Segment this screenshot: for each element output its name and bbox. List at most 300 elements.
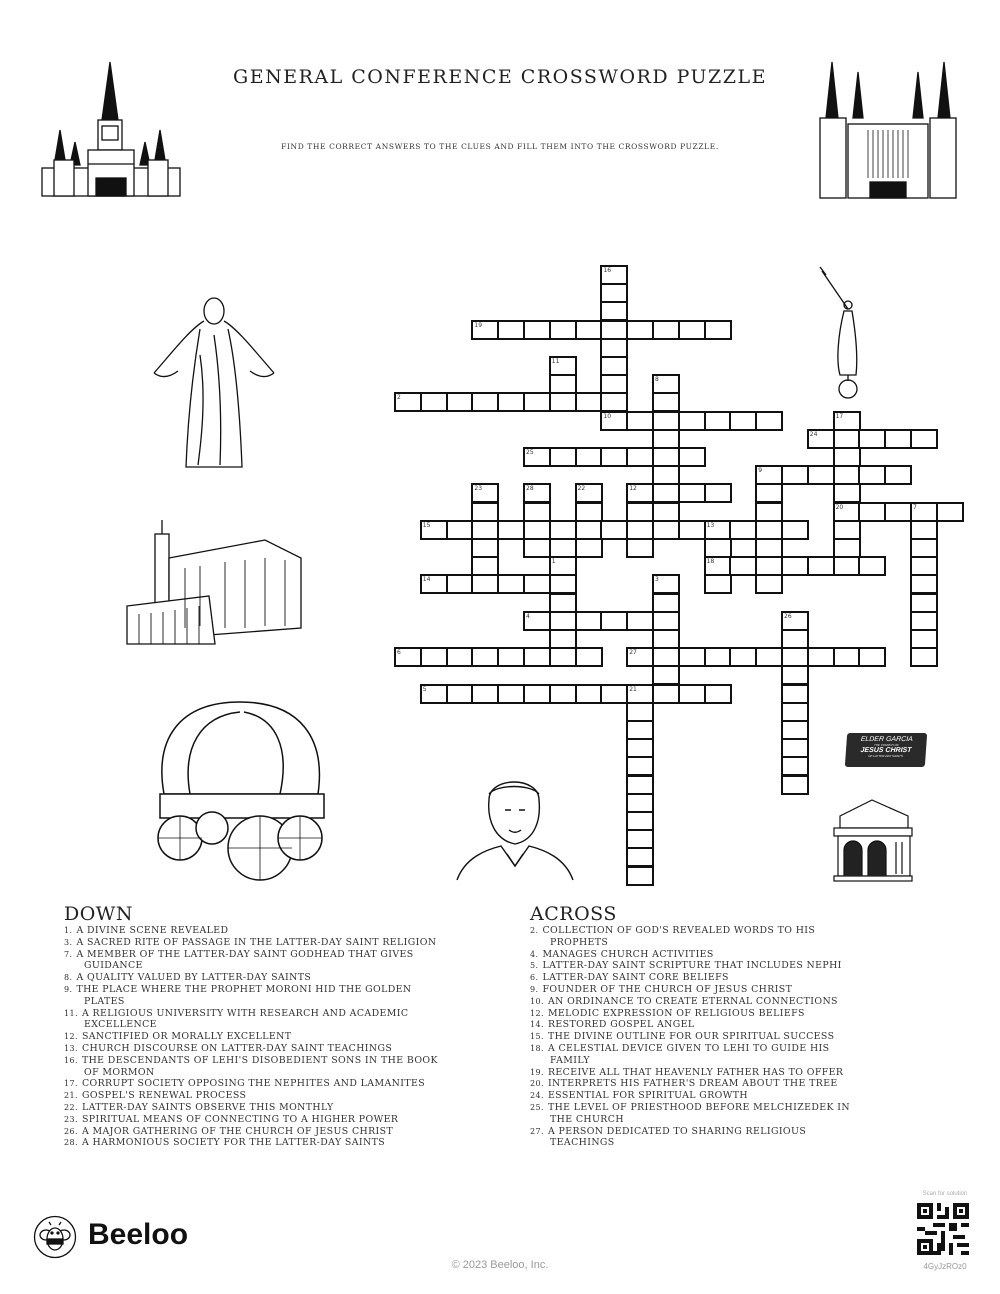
crossword-cell[interactable] xyxy=(781,647,809,667)
across-clue xyxy=(530,949,860,961)
clue-number-label: 13 xyxy=(706,521,715,529)
crossword-cell[interactable] xyxy=(626,611,654,631)
badge-name: ELDER GARCIA xyxy=(860,736,914,743)
crossword-cell[interactable] xyxy=(471,502,499,522)
clue-number-label: 26 xyxy=(784,612,792,620)
clue-number-label: 21 xyxy=(629,685,637,693)
crossword-cell[interactable] xyxy=(755,483,783,503)
clue-number: 5. xyxy=(530,961,539,971)
crossword-cell[interactable] xyxy=(549,647,577,667)
crossword-cell[interactable] xyxy=(652,502,680,522)
clue-number-label: 8 xyxy=(655,376,659,384)
crossword-cell[interactable] xyxy=(781,556,809,576)
clue-text: SANCTIFIED OR MORALLY EXCELLENT xyxy=(81,1031,292,1043)
crossword-cell[interactable] xyxy=(858,465,886,485)
clue-number: 4. xyxy=(530,949,539,959)
clue-text: THE DESCENDANTS OF LEHI'S DISOBEDIENT SONS IN THE BOOK OF MORMON xyxy=(81,1054,438,1078)
clue-text: A QUALITY VALUED BY LATTER-DAY SAINTS xyxy=(76,972,312,984)
across-clue xyxy=(530,960,860,972)
crossword-cell[interactable] xyxy=(729,647,757,667)
down-clue xyxy=(64,1078,444,1090)
crossword-cell[interactable] xyxy=(446,684,474,704)
crossword-cell[interactable] xyxy=(549,320,577,340)
clue-number-label: 3 xyxy=(655,576,659,584)
temple-left-illustration xyxy=(40,60,182,200)
crossword-cell[interactable] xyxy=(833,556,861,576)
crossword-cell[interactable] xyxy=(652,411,680,431)
crossword-cell[interactable] xyxy=(781,465,809,485)
crossword-cell[interactable] xyxy=(626,702,654,722)
across-clue-list xyxy=(530,925,860,1149)
crossword-cell[interactable] xyxy=(755,574,783,594)
crossword-cell[interactable] xyxy=(471,574,499,594)
clue-text: RESTORED GOSPEL ANGEL xyxy=(547,1019,695,1031)
crossword-cell[interactable] xyxy=(652,647,680,667)
clue-number: 15. xyxy=(530,1032,544,1042)
clue-number: 14. xyxy=(530,1020,544,1030)
crossword-cell[interactable] xyxy=(678,320,706,340)
clue-number-label: 18 xyxy=(706,558,715,566)
crossword-cell[interactable] xyxy=(549,611,577,631)
clue-text: A HARMONIOUS SOCIETY FOR THE LATTER-DAY SAINTS xyxy=(81,1137,386,1149)
badge-line3: OF LATTER-DAY SAINTS xyxy=(868,754,904,758)
crossword-cell[interactable] xyxy=(884,465,912,485)
clue-number: 28. xyxy=(64,1138,78,1148)
down-clues xyxy=(64,903,444,1149)
crossword-cell[interactable] xyxy=(652,447,680,467)
crossword-cell[interactable] xyxy=(704,574,732,594)
crossword-cell[interactable] xyxy=(755,520,783,540)
crossword-cell[interactable] xyxy=(549,684,577,704)
clue-number-label: 14 xyxy=(422,576,431,584)
crossword-cell[interactable] xyxy=(523,320,551,340)
crossword-cell[interactable] xyxy=(497,520,525,540)
clue-text: A DIVINE SCENE REVEALED xyxy=(76,925,229,936)
clue-number: 8. xyxy=(64,973,73,983)
crossword-cell[interactable] xyxy=(446,647,474,667)
crossword-cell[interactable] xyxy=(936,502,964,522)
down-clue xyxy=(64,925,444,937)
clue-text: FOUNDER OF THE CHURCH OF JESUS CHRIST xyxy=(542,983,793,995)
crossword-cell[interactable] xyxy=(523,684,551,704)
crossword-cell[interactable] xyxy=(833,538,861,558)
crossword-cell[interactable] xyxy=(652,593,680,613)
crossword-cell[interactable] xyxy=(471,556,499,576)
clue-number: 20. xyxy=(530,1079,544,1089)
crossword-cell[interactable] xyxy=(626,793,654,813)
crossword-cell[interactable] xyxy=(626,447,654,467)
clue-number-label: 23 xyxy=(474,485,483,493)
crossword-cell[interactable] xyxy=(600,611,628,631)
crossword-cell[interactable] xyxy=(626,811,654,831)
clue-text: CORRUPT SOCIETY OPPOSING THE NEPHITES AND LAMANITES xyxy=(81,1078,426,1090)
clue-number: 9. xyxy=(64,984,73,994)
crossword-cell[interactable] xyxy=(781,665,809,685)
clue-number: 2. xyxy=(530,926,539,935)
crossword-cell[interactable] xyxy=(626,866,654,886)
crossword-cell[interactable] xyxy=(704,483,732,503)
crossword-cell[interactable] xyxy=(497,647,525,667)
clue-text: ESSENTIAL FOR SPIRITUAL GROWTH xyxy=(547,1090,749,1102)
crossword-cell[interactable] xyxy=(807,647,835,667)
crossword-cell[interactable] xyxy=(755,411,783,431)
clue-number-label: 24 xyxy=(809,430,818,438)
down-clue-list xyxy=(64,925,444,1149)
clue-number: 21. xyxy=(64,1091,78,1101)
crossword-cell[interactable] xyxy=(471,392,499,412)
crossword-cell[interactable] xyxy=(575,320,603,340)
clue-text: LATTER-DAY SAINTS OBSERVE THIS MONTHLY xyxy=(81,1101,334,1113)
clue-number-label: 16 xyxy=(603,267,612,274)
crossword-cell[interactable] xyxy=(446,392,474,412)
clue-number-label: 25 xyxy=(526,449,534,456)
crossword-cell[interactable] xyxy=(652,465,680,485)
crossword-cell[interactable] xyxy=(471,520,499,540)
crossword-cell[interactable] xyxy=(833,647,861,667)
crossword-cell[interactable] xyxy=(704,647,732,667)
crossword-cell[interactable] xyxy=(704,320,732,340)
crossword-cell[interactable] xyxy=(781,720,809,740)
crossword-cell[interactable] xyxy=(884,502,912,522)
crossword-cell[interactable] xyxy=(575,611,603,631)
crossword-cell[interactable] xyxy=(549,392,577,412)
clue-number-label: 15 xyxy=(422,521,431,529)
clue-number-label: 9 xyxy=(758,467,763,475)
crossword-cell[interactable] xyxy=(858,502,886,522)
clue-number: 10. xyxy=(530,996,544,1006)
clue-number-label: 6 xyxy=(397,649,401,657)
crossword-cell[interactable] xyxy=(497,684,525,704)
across-clue xyxy=(530,1019,860,1031)
crossword-cell[interactable] xyxy=(704,411,732,431)
down-clue xyxy=(64,937,444,949)
crossword-cell[interactable] xyxy=(549,374,577,394)
beeloo-bee-logo-icon xyxy=(33,1215,77,1259)
qr-code-icon[interactable] xyxy=(917,1203,969,1255)
clue-number: 17. xyxy=(64,1079,78,1089)
across-clue xyxy=(530,1043,860,1067)
crossword-cell[interactable] xyxy=(446,574,474,594)
down-clue xyxy=(64,1126,444,1138)
crossword-cell[interactable] xyxy=(910,574,938,594)
crossword-cell[interactable] xyxy=(652,684,680,704)
crossword-cell[interactable] xyxy=(523,392,551,412)
clue-number-label: 4 xyxy=(526,612,530,620)
crossword-cell[interactable] xyxy=(600,356,628,376)
clue-number-label: 27 xyxy=(629,649,637,657)
crossword-cell[interactable] xyxy=(600,338,628,358)
crossword-cell[interactable] xyxy=(678,483,706,503)
crossword-cell[interactable] xyxy=(781,520,809,540)
joseph-smith-illustration xyxy=(455,770,575,882)
crossword-cell[interactable] xyxy=(626,756,654,776)
crossword-cell[interactable] xyxy=(471,538,499,558)
clue-number: 1. xyxy=(64,926,73,935)
clue-number: 11. xyxy=(64,1008,78,1018)
clue-number: 23. xyxy=(64,1114,78,1124)
crossword-cell[interactable] xyxy=(755,502,783,522)
crossword-cell[interactable] xyxy=(549,574,577,594)
scan-label: Scan for solution xyxy=(922,1191,968,1197)
down-clue xyxy=(64,1043,444,1055)
clue-text: A RELIGIOUS UNIVERSITY WITH RESEARCH AND ACADEMIC EXCELLENCE xyxy=(81,1007,409,1031)
across-clue xyxy=(530,972,860,984)
crossword-cell[interactable] xyxy=(833,429,861,449)
down-clue xyxy=(64,1114,444,1126)
clue-text: MANAGES CHURCH ACTIVITIES xyxy=(542,948,714,960)
page-title: GENERAL CONFERENCE CROSSWORD PUZZLE xyxy=(233,66,767,88)
clue-number: 19. xyxy=(530,1067,544,1077)
clue-text: THE LEVEL OF PRIESTHOOD BEFORE MELCHIZEDEK IN THE CHURCH xyxy=(547,1101,851,1125)
crossword-cell[interactable] xyxy=(755,556,783,576)
crossword-cell[interactable] xyxy=(755,647,783,667)
instructions: FIND THE CORRECT ANSWERS TO THE CLUES AND FILL THEM INTO THE CROSSWORD PUZZLE. xyxy=(281,142,719,151)
crossword-cell[interactable] xyxy=(523,502,551,522)
crossword-cell[interactable] xyxy=(678,520,706,540)
clue-text: AN ORDINANCE TO CREATE ETERNAL CONNECTIONS xyxy=(547,995,838,1007)
crossword-cell[interactable] xyxy=(575,502,603,522)
crossword-cell[interactable] xyxy=(626,775,654,795)
crossword-cell[interactable] xyxy=(497,574,525,594)
crossword-cell[interactable] xyxy=(549,447,577,467)
crossword-cell[interactable] xyxy=(755,538,783,558)
crossword-cell[interactable] xyxy=(910,593,938,613)
across-clue xyxy=(530,1008,860,1020)
crossword-cell[interactable] xyxy=(497,320,525,340)
clue-number-label: 20 xyxy=(835,503,844,511)
crossword-cell[interactable] xyxy=(858,429,886,449)
crossword-cell[interactable] xyxy=(910,611,938,631)
clue-number: 6. xyxy=(530,973,539,983)
crossword-cell[interactable] xyxy=(626,738,654,758)
crossword-cell[interactable] xyxy=(549,593,577,613)
across-clue xyxy=(530,1126,860,1150)
across-clue xyxy=(530,1090,860,1102)
down-clue xyxy=(64,1031,444,1043)
crossword-cell[interactable] xyxy=(704,684,732,704)
clue-number: 24. xyxy=(530,1091,544,1101)
crossword-cell[interactable] xyxy=(549,520,577,540)
crossword-cell[interactable] xyxy=(910,647,938,667)
crossword-cell[interactable] xyxy=(600,447,628,467)
crossword-cell[interactable] xyxy=(626,520,654,540)
clue-number-label: 28 xyxy=(526,485,534,493)
historic-building-illustration xyxy=(832,798,914,882)
clue-text: COLLECTION OF GOD'S REVEALED WORDS TO HIS PROPHETS xyxy=(542,925,816,948)
clue-number: 3. xyxy=(64,937,73,947)
down-clue xyxy=(64,1102,444,1114)
clue-text: RECEIVE ALL THAT HEAVENLY FATHER HAS TO OFFER xyxy=(547,1066,844,1078)
crossword-cell[interactable] xyxy=(471,684,499,704)
down-heading: DOWN xyxy=(64,903,133,925)
clue-number-label: 22 xyxy=(577,485,586,493)
crossword-cell[interactable] xyxy=(910,429,938,449)
crossword-cell[interactable] xyxy=(910,556,938,576)
across-heading: ACROSS xyxy=(530,903,617,925)
down-clue xyxy=(64,1090,444,1102)
clue-number: 7. xyxy=(64,949,73,959)
crossword-cell[interactable] xyxy=(652,429,680,449)
crossword-cell[interactable] xyxy=(600,684,628,704)
clue-number: 16. xyxy=(64,1055,78,1065)
across-clue xyxy=(530,1078,860,1090)
crossword-cell[interactable] xyxy=(600,520,628,540)
crossword-cell[interactable] xyxy=(626,411,654,431)
crossword-cell[interactable] xyxy=(652,611,680,631)
across-clues xyxy=(530,903,860,1149)
clue-text: SPIRITUAL MEANS OF CONNECTING TO A HIGHER POWER xyxy=(81,1113,399,1125)
crossword-cell[interactable] xyxy=(600,392,628,412)
crossword-cell[interactable] xyxy=(600,301,628,321)
clue-text: CHURCH DISCOURSE ON LATTER-DAY SAINT TEACHINGS xyxy=(81,1042,393,1054)
clue-number: 12. xyxy=(530,1008,544,1018)
crossword-cell[interactable] xyxy=(833,520,861,540)
clue-text: A CELESTIAL DEVICE GIVEN TO LEHI TO GUIDE HIS FAMILY xyxy=(547,1042,830,1066)
clue-number: 25. xyxy=(530,1102,544,1112)
crossword-cell[interactable] xyxy=(858,556,886,576)
crossword-cell[interactable] xyxy=(807,556,835,576)
crossword-cell[interactable] xyxy=(497,392,525,412)
down-clue xyxy=(64,1137,444,1149)
crossword-cell[interactable] xyxy=(600,374,628,394)
clue-text: INTERPRETS HIS FATHER'S DREAM ABOUT THE TREE xyxy=(547,1078,838,1090)
crossword-cell[interactable] xyxy=(884,429,912,449)
clue-number: 13. xyxy=(64,1043,78,1053)
crossword-cell[interactable] xyxy=(858,647,886,667)
crossword-cell[interactable] xyxy=(523,647,551,667)
crossword-cell[interactable] xyxy=(910,520,938,540)
crossword-cell[interactable] xyxy=(652,665,680,685)
crossword-cell[interactable] xyxy=(678,684,706,704)
crossword-cell[interactable] xyxy=(471,647,499,667)
clue-text: GOSPEL'S RENEWAL PROCESS xyxy=(81,1090,247,1102)
crossword-cell[interactable] xyxy=(626,829,654,849)
crossword-cell[interactable] xyxy=(523,574,551,594)
crossword-cell[interactable] xyxy=(729,520,757,540)
crossword-cell[interactable] xyxy=(626,538,654,558)
clue-number: 18. xyxy=(530,1043,544,1053)
down-clue xyxy=(64,1055,444,1079)
clue-text: LATTER-DAY SAINT CORE BELIEFS xyxy=(542,972,729,984)
crossword-cell[interactable] xyxy=(652,629,680,649)
crossword-cell[interactable] xyxy=(549,629,577,649)
clue-number-label: 12 xyxy=(629,485,637,493)
angel-moroni-illustration xyxy=(818,265,868,400)
crossword-cell[interactable] xyxy=(652,392,680,412)
crossword-cell[interactable] xyxy=(833,483,861,503)
crossword-cell[interactable] xyxy=(600,320,628,340)
crossword-cell[interactable] xyxy=(678,411,706,431)
clue-number: 27. xyxy=(530,1126,544,1136)
crossword-cell[interactable] xyxy=(781,629,809,649)
crossword-cell[interactable] xyxy=(781,684,809,704)
crossword-cell[interactable] xyxy=(626,720,654,740)
crossword-cell[interactable] xyxy=(626,847,654,867)
across-clue xyxy=(530,996,860,1008)
down-clue xyxy=(64,1008,444,1032)
clue-number: 12. xyxy=(64,1032,78,1042)
crossword-cell[interactable] xyxy=(678,447,706,467)
crossword-cell[interactable] xyxy=(420,647,448,667)
crossword-cell[interactable] xyxy=(910,629,938,649)
down-clue xyxy=(64,972,444,984)
across-clue xyxy=(530,1067,860,1079)
crossword-cell[interactable] xyxy=(652,320,680,340)
crossword-cell[interactable] xyxy=(781,738,809,758)
clue-text: A MEMBER OF THE LATTER-DAY SAINT GODHEAD THAT GIVES GUIDANCE xyxy=(76,948,414,972)
crossword-cell[interactable] xyxy=(833,465,861,485)
crossword-cell[interactable] xyxy=(575,392,603,412)
clue-number-label: 11 xyxy=(551,358,560,365)
clue-text: A SACRED RITE OF PASSAGE IN THE LATTER-DAY SAINT RELIGION xyxy=(76,936,437,948)
crossword-cell[interactable] xyxy=(781,756,809,776)
crossword-cell[interactable] xyxy=(420,392,448,412)
crossword-cell[interactable] xyxy=(807,465,835,485)
crossword-cell[interactable] xyxy=(704,538,732,558)
crossword-cell[interactable] xyxy=(729,556,757,576)
crossword-cell[interactable] xyxy=(781,702,809,722)
crossword-cell[interactable] xyxy=(575,538,603,558)
crossword-cell[interactable] xyxy=(781,775,809,795)
crossword-cell[interactable] xyxy=(626,320,654,340)
clue-number-label: 19 xyxy=(474,321,483,329)
covered-wagon-illustration xyxy=(150,698,328,888)
crossword-cell[interactable] xyxy=(626,502,654,522)
crossword-cell[interactable] xyxy=(523,520,551,540)
clue-number-label: 2 xyxy=(397,394,401,402)
clue-text: LATTER-DAY SAINT SCRIPTURE THAT INCLUDES NEPHI xyxy=(542,960,842,972)
clue-text: THE PLACE WHERE THE PROPHET MORONI HID THE GOLDEN PLATES xyxy=(76,983,412,1007)
crossword-cell[interactable] xyxy=(575,447,603,467)
crossword-cell[interactable] xyxy=(575,647,603,667)
clue-number: 26. xyxy=(64,1126,78,1136)
clue-text: THE DIVINE OUTLINE FOR OUR SPIRITUAL SUCCESS xyxy=(547,1031,835,1043)
solution-code: 4GyJzROz0 xyxy=(923,1262,967,1271)
across-clue xyxy=(530,1102,860,1126)
crossword-cell[interactable] xyxy=(729,411,757,431)
clue-number-label: 7 xyxy=(913,503,917,511)
copyright: © 2023 Beeloo, Inc. xyxy=(451,1259,549,1271)
crossword-cell[interactable] xyxy=(523,538,551,558)
clue-number: 9. xyxy=(530,984,539,994)
crossword-cell[interactable] xyxy=(446,520,474,540)
crossword-cell[interactable] xyxy=(652,520,680,540)
crossword-cell[interactable] xyxy=(678,647,706,667)
crossword-cell[interactable] xyxy=(833,447,861,467)
clue-text: A MAJOR GATHERING OF THE CHURCH OF JESUS CHRIST xyxy=(81,1125,394,1137)
across-clue xyxy=(530,984,860,996)
clue-text: MELODIC EXPRESSION OF RELIGIOUS BELIEFS xyxy=(547,1007,805,1019)
clue-text: A PERSON DEDICATED TO SHARING RELIGIOUS TEACHINGS xyxy=(547,1125,807,1149)
crossword-cell[interactable] xyxy=(910,538,938,558)
crossword-cell[interactable] xyxy=(652,483,680,503)
temple-right-illustration xyxy=(818,58,960,200)
crossword-cell[interactable] xyxy=(575,520,603,540)
clue-number-label: 5 xyxy=(422,685,427,693)
down-clue xyxy=(64,984,444,1008)
clue-number-label: 17 xyxy=(835,412,844,420)
church-building-illustration xyxy=(125,518,305,648)
badge-line2: JESUS CHRIST xyxy=(860,747,912,754)
clue-number-label: 1 xyxy=(551,558,556,566)
crossword-cell[interactable] xyxy=(575,684,603,704)
across-clue xyxy=(530,1031,860,1043)
clue-number: 22. xyxy=(64,1102,78,1112)
brand-name: Beeloo xyxy=(88,1218,189,1251)
down-clue xyxy=(64,949,444,973)
crossword-cell[interactable] xyxy=(600,283,628,303)
jesus-christ-illustration xyxy=(150,295,278,475)
